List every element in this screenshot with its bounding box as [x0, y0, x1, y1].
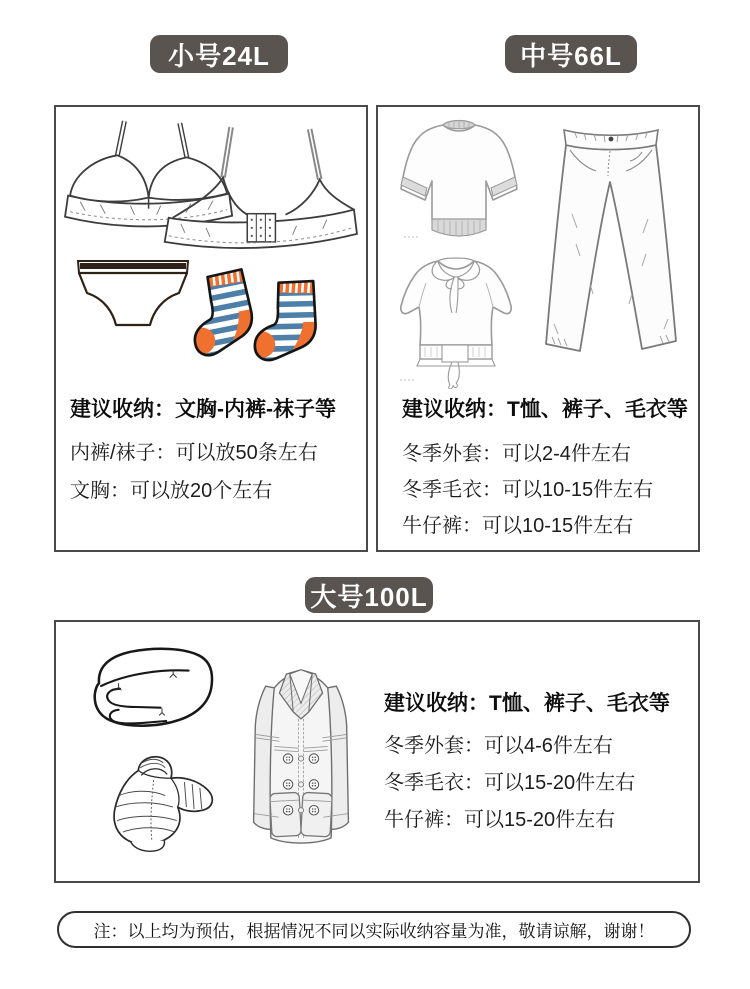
- briefs-illustration: [68, 253, 198, 341]
- jeans-illustration: [530, 123, 692, 365]
- capacity-line: 冬季毛衣：可以10-15件左右: [402, 479, 654, 501]
- panel-small-text: [70, 396, 336, 510]
- capacity-line: 冬季毛衣：可以15-20件左右: [384, 772, 636, 794]
- folded-quilt-illustration: [78, 644, 218, 749]
- capacity-line: 牛仔裤：可以10-15件左右: [402, 515, 634, 537]
- storage-suggestion-title: 建议收纳：文胸-内裤-袜子等: [70, 398, 336, 421]
- capacity-line: 牛仔裤：可以15-20件左右: [384, 809, 616, 831]
- size-badge-medium: 中号66L: [505, 35, 637, 73]
- storage-suggestion-title: 建议收纳：T恤、裤子、毛衣等: [384, 692, 670, 715]
- capacity-line: 冬季外套：可以2-4件左右: [402, 443, 631, 465]
- panel-large-text: [384, 690, 670, 839]
- striped-socks-illustration: [188, 263, 328, 375]
- storage-suggestion-title: 建议收纳：T恤、裤子、毛衣等: [402, 398, 688, 421]
- disclaimer-note: 注：以上均为预估，根据情况不同以实际收纳容量为准，敬请谅解，谢谢！: [57, 911, 691, 948]
- pea-coat-illustration: [232, 662, 370, 862]
- panel-large-100l: [54, 620, 700, 883]
- capacity-line: 内裤/袜子：可以放50条左右: [70, 442, 318, 464]
- size-badge-large: 大号100L: [305, 577, 433, 613]
- panel-small-24l: [54, 105, 368, 552]
- panel-medium-66l: [376, 105, 700, 552]
- blouse-illustration: [392, 249, 520, 389]
- panel-medium-text: [402, 396, 688, 544]
- size-badge-small: 小号24L: [150, 35, 288, 73]
- sweater-illustration: [396, 113, 522, 242]
- puffer-jacket-illustration: [96, 750, 221, 868]
- capacity-line: 文胸：可以放20个左右: [70, 480, 273, 502]
- capacity-line: 冬季外套：可以4-6件左右: [384, 735, 613, 757]
- bra-front-and-back-illustration: [60, 115, 362, 251]
